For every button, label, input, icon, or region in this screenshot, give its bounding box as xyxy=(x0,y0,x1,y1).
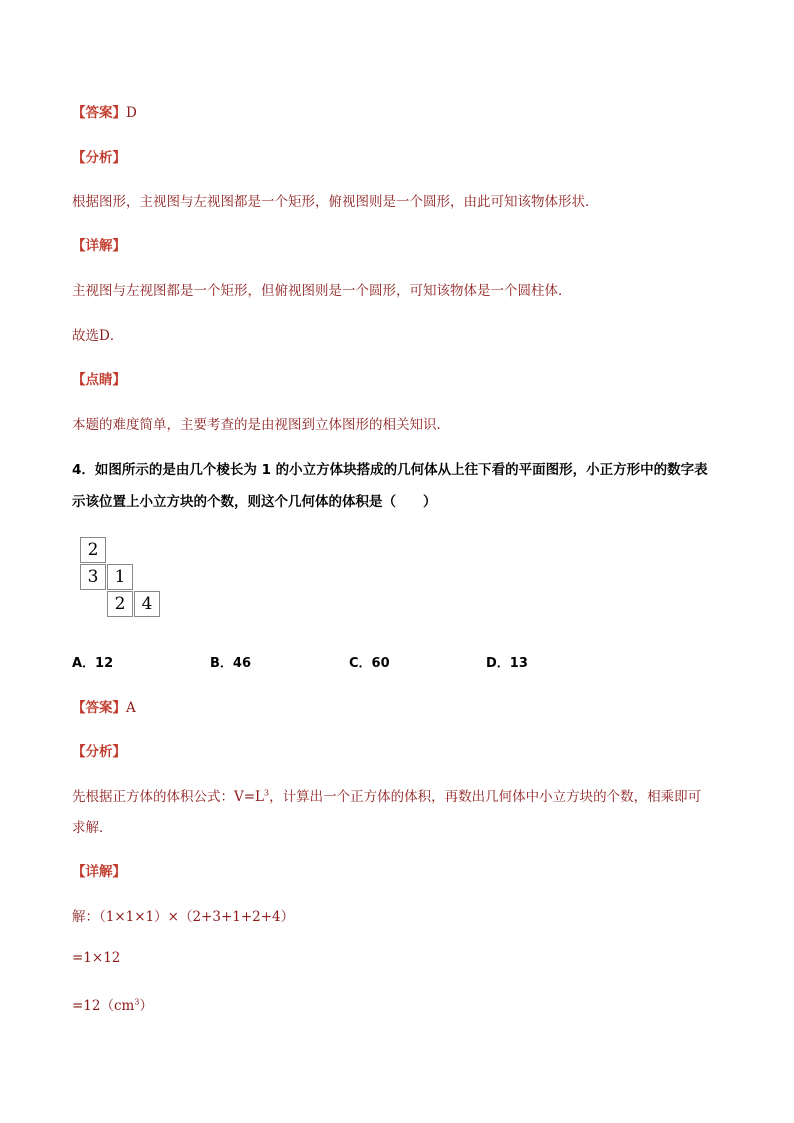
comment-label: 【点睛】 xyxy=(72,372,126,388)
analysis-text-part: ，计算出一个正方体的体积，再数出几何体中小立方块的个数，相乘即可 xyxy=(269,789,702,805)
grid-cell: 2 xyxy=(80,537,106,563)
grid-cell: 2 xyxy=(107,591,133,617)
grid-cell: 3 xyxy=(80,564,106,590)
comment-text-1: 本题的难度简单，主要考查的是由视图到立体图形的相关知识． xyxy=(72,417,450,433)
answer-value: A xyxy=(126,700,136,716)
question-line-1: 4．如图所示的是由几个棱长为 1 的小立方体块搭成的几何体从上往下看的平面图形，小正方形中的数字表 xyxy=(72,462,708,478)
analysis-text-2 xyxy=(72,785,701,805)
superscript: 3 xyxy=(134,997,140,1007)
choice-text-1: 故选D． xyxy=(72,328,124,344)
detail-label-1 xyxy=(72,234,126,254)
solution-step-2: =1×12 xyxy=(72,950,121,966)
step-part: =12（cm xyxy=(72,998,135,1014)
solution-step-3 xyxy=(72,994,153,1014)
detail-label: 【详解】 xyxy=(72,864,126,880)
top-view-grid xyxy=(80,537,162,619)
option-c: C．60 xyxy=(349,656,390,671)
answer-value: D xyxy=(126,105,137,121)
superscript: 3 xyxy=(264,788,270,798)
option-b: B．46 xyxy=(210,656,251,671)
step-part: ） xyxy=(139,998,153,1014)
analysis-label: 【分析】 xyxy=(72,150,126,166)
option-a: A．12 xyxy=(72,656,114,671)
analysis-text-part: 先根据正方体的体积公式：V=L xyxy=(72,789,265,805)
option-d: D．13 xyxy=(486,656,528,671)
detail-label: 【详解】 xyxy=(72,238,126,254)
grid-cell: 4 xyxy=(134,591,160,617)
analysis-label: 【分析】 xyxy=(72,744,126,760)
answer-row-2 xyxy=(72,696,136,716)
analysis-text-2-line2: 求解． xyxy=(72,820,113,836)
comment-label-1 xyxy=(72,368,126,388)
question-line-2: 示该位置上小立方块的个数，则这个几何体的体积是（ ） xyxy=(72,494,437,510)
answer-row-1 xyxy=(72,101,137,121)
analysis-text-1: 根据图形，主视图与左视图都是一个矩形，俯视图则是一个圆形，由此可知该物体形状． xyxy=(72,194,599,210)
answer-label: 【答案】 xyxy=(72,105,126,121)
solution-step-1: 解：（1×1×1）×（2+3+1+2+4） xyxy=(72,909,295,925)
detail-label-2 xyxy=(72,860,126,880)
grid-cell: 1 xyxy=(107,564,133,590)
analysis-label-2 xyxy=(72,740,126,760)
answer-label: 【答案】 xyxy=(72,700,126,716)
analysis-label-1 xyxy=(72,146,126,166)
detail-text-1: 主视图与左视图都是一个矩形，但俯视图则是一个圆形，可知该物体是一个圆柱体． xyxy=(72,283,572,299)
